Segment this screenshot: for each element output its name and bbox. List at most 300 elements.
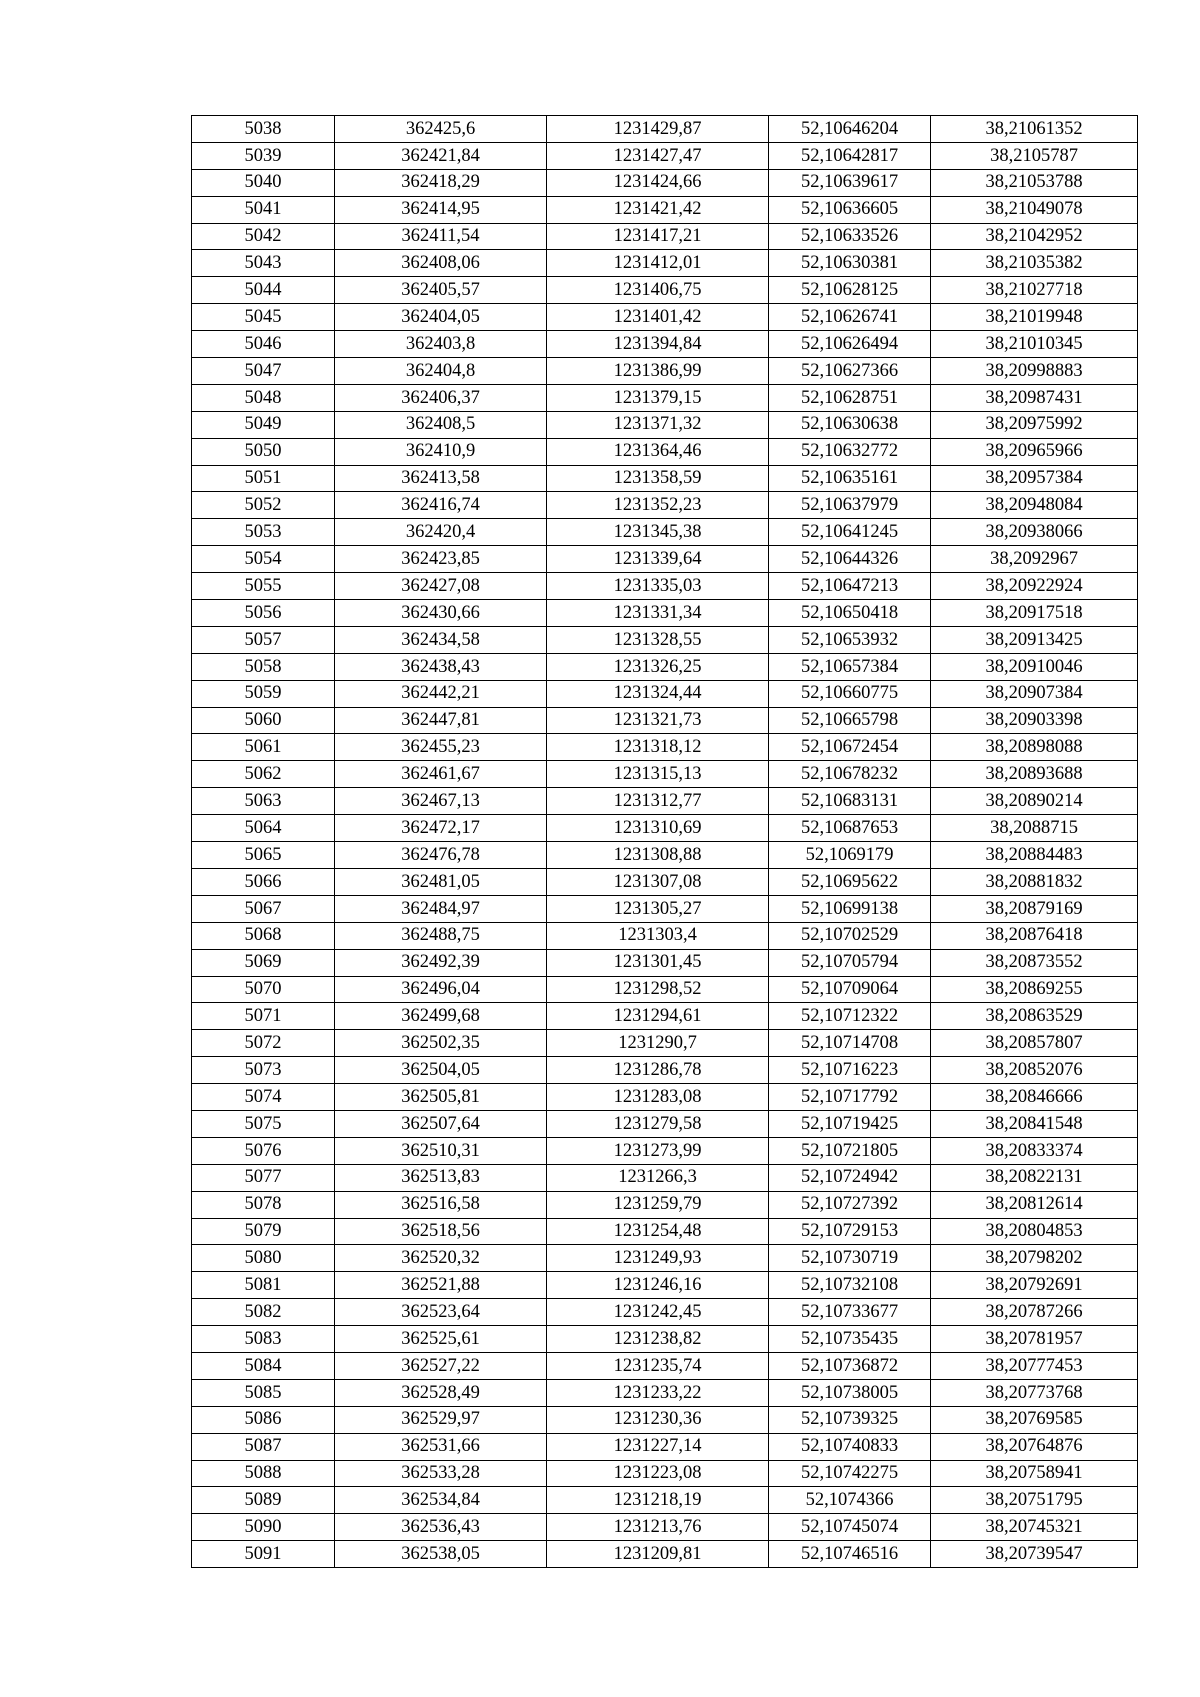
latitude-cell: 52,10736872 <box>769 1352 931 1379</box>
x-coordinate-cell: 362505,81 <box>335 1084 547 1111</box>
x-coordinate-cell: 362467,13 <box>335 788 547 815</box>
x-coordinate-cell: 362513,83 <box>335 1164 547 1191</box>
y-coordinate-cell: 1231235,74 <box>547 1352 769 1379</box>
x-coordinate-cell: 362442,21 <box>335 680 547 707</box>
table-row <box>192 842 1138 869</box>
longitude-cell: 38,20798202 <box>931 1245 1138 1272</box>
y-coordinate-cell: 1231321,73 <box>547 707 769 734</box>
longitude-cell: 38,20745321 <box>931 1514 1138 1541</box>
x-coordinate-cell: 362518,56 <box>335 1218 547 1245</box>
x-coordinate-cell: 362404,8 <box>335 358 547 385</box>
point-number-cell: 5050 <box>192 438 335 465</box>
latitude-cell: 52,10632772 <box>769 438 931 465</box>
latitude-cell: 52,10635161 <box>769 465 931 492</box>
y-coordinate-cell: 1231266,3 <box>547 1164 769 1191</box>
point-number-cell: 5058 <box>192 653 335 680</box>
point-number-cell: 5044 <box>192 277 335 304</box>
y-coordinate-cell: 1231209,81 <box>547 1541 769 1568</box>
y-coordinate-cell: 1231328,55 <box>547 626 769 653</box>
point-number-cell: 5065 <box>192 842 335 869</box>
latitude-cell: 52,10717792 <box>769 1084 931 1111</box>
y-coordinate-cell: 1231230,36 <box>547 1406 769 1433</box>
x-coordinate-cell: 362516,58 <box>335 1191 547 1218</box>
point-number-cell: 5060 <box>192 707 335 734</box>
table-row <box>192 142 1138 169</box>
longitude-cell: 38,20804853 <box>931 1218 1138 1245</box>
longitude-cell: 38,20907384 <box>931 680 1138 707</box>
longitude-cell: 38,20758941 <box>931 1460 1138 1487</box>
point-number-cell: 5067 <box>192 895 335 922</box>
table-row <box>192 250 1138 277</box>
latitude-cell: 52,10712322 <box>769 1003 931 1030</box>
y-coordinate-cell: 1231259,79 <box>547 1191 769 1218</box>
point-number-cell: 5059 <box>192 680 335 707</box>
x-coordinate-cell: 362408,06 <box>335 250 547 277</box>
x-coordinate-cell: 362492,39 <box>335 949 547 976</box>
latitude-cell: 52,10639617 <box>769 169 931 196</box>
y-coordinate-cell: 1231283,08 <box>547 1084 769 1111</box>
point-number-cell: 5066 <box>192 868 335 895</box>
longitude-cell: 38,20998883 <box>931 358 1138 385</box>
point-number-cell: 5063 <box>192 788 335 815</box>
x-coordinate-cell: 362525,61 <box>335 1326 547 1353</box>
x-coordinate-cell: 362425,6 <box>335 116 547 143</box>
y-coordinate-cell: 1231324,44 <box>547 680 769 707</box>
table-row <box>192 1352 1138 1379</box>
longitude-cell: 38,20910046 <box>931 653 1138 680</box>
point-number-cell: 5086 <box>192 1406 335 1433</box>
longitude-cell: 38,21042952 <box>931 223 1138 250</box>
table-row <box>192 815 1138 842</box>
y-coordinate-cell: 1231290,7 <box>547 1030 769 1057</box>
latitude-cell: 52,10740833 <box>769 1433 931 1460</box>
y-coordinate-cell: 1231294,61 <box>547 1003 769 1030</box>
x-coordinate-cell: 362528,49 <box>335 1379 547 1406</box>
table-row <box>192 331 1138 358</box>
table-row <box>192 1164 1138 1191</box>
latitude-cell: 52,10630381 <box>769 250 931 277</box>
x-coordinate-cell: 362418,29 <box>335 169 547 196</box>
y-coordinate-cell: 1231326,25 <box>547 653 769 680</box>
y-coordinate-cell: 1231335,03 <box>547 573 769 600</box>
longitude-cell: 38,20922924 <box>931 573 1138 600</box>
point-number-cell: 5068 <box>192 922 335 949</box>
latitude-cell: 52,10641245 <box>769 519 931 546</box>
y-coordinate-cell: 1231339,64 <box>547 546 769 573</box>
point-number-cell: 5054 <box>192 546 335 573</box>
y-coordinate-cell: 1231371,32 <box>547 411 769 438</box>
point-number-cell: 5046 <box>192 331 335 358</box>
x-coordinate-cell: 362504,05 <box>335 1057 547 1084</box>
longitude-cell: 38,20812614 <box>931 1191 1138 1218</box>
table-row <box>192 1003 1138 1030</box>
longitude-cell: 38,20869255 <box>931 976 1138 1003</box>
point-number-cell: 5079 <box>192 1218 335 1245</box>
table-row <box>192 868 1138 895</box>
x-coordinate-cell: 362484,97 <box>335 895 547 922</box>
longitude-cell: 38,2088715 <box>931 815 1138 842</box>
x-coordinate-cell: 362408,5 <box>335 411 547 438</box>
x-coordinate-cell: 362472,17 <box>335 815 547 842</box>
point-number-cell: 5039 <box>192 142 335 169</box>
longitude-cell: 38,20975992 <box>931 411 1138 438</box>
point-number-cell: 5070 <box>192 976 335 1003</box>
latitude-cell: 52,10709064 <box>769 976 931 1003</box>
latitude-cell: 52,10678232 <box>769 761 931 788</box>
y-coordinate-cell: 1231394,84 <box>547 331 769 358</box>
longitude-cell: 38,21035382 <box>931 250 1138 277</box>
table-row <box>192 1137 1138 1164</box>
latitude-cell: 52,10650418 <box>769 600 931 627</box>
y-coordinate-cell: 1231223,08 <box>547 1460 769 1487</box>
point-number-cell: 5085 <box>192 1379 335 1406</box>
table-row <box>192 788 1138 815</box>
point-number-cell: 5040 <box>192 169 335 196</box>
y-coordinate-cell: 1231307,08 <box>547 868 769 895</box>
y-coordinate-cell: 1231279,58 <box>547 1110 769 1137</box>
table-row <box>192 1272 1138 1299</box>
coordinates-table <box>191 115 1138 1568</box>
latitude-cell: 52,10647213 <box>769 573 931 600</box>
table-row <box>192 626 1138 653</box>
longitude-cell: 38,20773768 <box>931 1379 1138 1406</box>
point-number-cell: 5069 <box>192 949 335 976</box>
y-coordinate-cell: 1231227,14 <box>547 1433 769 1460</box>
point-number-cell: 5061 <box>192 734 335 761</box>
table-row <box>192 1460 1138 1487</box>
point-number-cell: 5087 <box>192 1433 335 1460</box>
table-row <box>192 1406 1138 1433</box>
longitude-cell: 38,20833374 <box>931 1137 1138 1164</box>
x-coordinate-cell: 362438,43 <box>335 653 547 680</box>
x-coordinate-cell: 362523,64 <box>335 1299 547 1326</box>
y-coordinate-cell: 1231386,99 <box>547 358 769 385</box>
x-coordinate-cell: 362411,54 <box>335 223 547 250</box>
longitude-cell: 38,21061352 <box>931 116 1138 143</box>
table-row <box>192 761 1138 788</box>
longitude-cell: 38,21053788 <box>931 169 1138 196</box>
point-number-cell: 5041 <box>192 196 335 223</box>
longitude-cell: 38,20965966 <box>931 438 1138 465</box>
latitude-cell: 52,10637979 <box>769 492 931 519</box>
y-coordinate-cell: 1231412,01 <box>547 250 769 277</box>
x-coordinate-cell: 362410,9 <box>335 438 547 465</box>
y-coordinate-cell: 1231303,4 <box>547 922 769 949</box>
latitude-cell: 52,10724942 <box>769 1164 931 1191</box>
latitude-cell: 52,10687653 <box>769 815 931 842</box>
table-row <box>192 1379 1138 1406</box>
y-coordinate-cell: 1231429,87 <box>547 116 769 143</box>
latitude-cell: 52,10745074 <box>769 1514 931 1541</box>
longitude-cell: 38,20739547 <box>931 1541 1138 1568</box>
latitude-cell: 52,10699138 <box>769 895 931 922</box>
x-coordinate-cell: 362421,84 <box>335 142 547 169</box>
latitude-cell: 52,10716223 <box>769 1057 931 1084</box>
x-coordinate-cell: 362447,81 <box>335 707 547 734</box>
table-row <box>192 680 1138 707</box>
latitude-cell: 52,10660775 <box>769 680 931 707</box>
table-row <box>192 519 1138 546</box>
table-row <box>192 734 1138 761</box>
latitude-cell: 52,10732108 <box>769 1272 931 1299</box>
table-row <box>192 600 1138 627</box>
longitude-cell: 38,20938066 <box>931 519 1138 546</box>
x-coordinate-cell: 362496,04 <box>335 976 547 1003</box>
x-coordinate-cell: 362434,58 <box>335 626 547 653</box>
point-number-cell: 5053 <box>192 519 335 546</box>
longitude-cell: 38,21010345 <box>931 331 1138 358</box>
point-number-cell: 5048 <box>192 384 335 411</box>
point-number-cell: 5084 <box>192 1352 335 1379</box>
x-coordinate-cell: 362404,05 <box>335 304 547 331</box>
longitude-cell: 38,20893688 <box>931 761 1138 788</box>
y-coordinate-cell: 1231318,12 <box>547 734 769 761</box>
point-number-cell: 5052 <box>192 492 335 519</box>
table-row <box>192 1057 1138 1084</box>
table-row <box>192 1218 1138 1245</box>
table-row <box>192 1084 1138 1111</box>
x-coordinate-cell: 362533,28 <box>335 1460 547 1487</box>
longitude-cell: 38,20957384 <box>931 465 1138 492</box>
x-coordinate-cell: 362481,05 <box>335 868 547 895</box>
table-row <box>192 1326 1138 1353</box>
point-number-cell: 5088 <box>192 1460 335 1487</box>
table-row <box>192 223 1138 250</box>
x-coordinate-cell: 362510,31 <box>335 1137 547 1164</box>
table-row <box>192 384 1138 411</box>
y-coordinate-cell: 1231421,42 <box>547 196 769 223</box>
longitude-cell: 38,20903398 <box>931 707 1138 734</box>
point-number-cell: 5045 <box>192 304 335 331</box>
point-number-cell: 5042 <box>192 223 335 250</box>
table-row <box>192 196 1138 223</box>
latitude-cell: 52,10705794 <box>769 949 931 976</box>
table-row <box>192 116 1138 143</box>
table-row <box>192 304 1138 331</box>
table-row <box>192 438 1138 465</box>
x-coordinate-cell: 362414,95 <box>335 196 547 223</box>
y-coordinate-cell: 1231233,22 <box>547 1379 769 1406</box>
latitude-cell: 52,10665798 <box>769 707 931 734</box>
latitude-cell: 52,10683131 <box>769 788 931 815</box>
longitude-cell: 38,20898088 <box>931 734 1138 761</box>
table-row <box>192 1110 1138 1137</box>
table-row <box>192 976 1138 1003</box>
point-number-cell: 5064 <box>192 815 335 842</box>
point-number-cell: 5076 <box>192 1137 335 1164</box>
latitude-cell: 52,10644326 <box>769 546 931 573</box>
table-row <box>192 573 1138 600</box>
point-number-cell: 5072 <box>192 1030 335 1057</box>
y-coordinate-cell: 1231310,69 <box>547 815 769 842</box>
point-number-cell: 5055 <box>192 573 335 600</box>
point-number-cell: 5081 <box>192 1272 335 1299</box>
x-coordinate-cell: 362488,75 <box>335 922 547 949</box>
table-row <box>192 465 1138 492</box>
y-coordinate-cell: 1231249,93 <box>547 1245 769 1272</box>
longitude-cell: 38,20917518 <box>931 600 1138 627</box>
table-row <box>192 1299 1138 1326</box>
longitude-cell: 38,20777453 <box>931 1352 1138 1379</box>
longitude-cell: 38,20822131 <box>931 1164 1138 1191</box>
latitude-cell: 52,10628751 <box>769 384 931 411</box>
latitude-cell: 52,10746516 <box>769 1541 931 1568</box>
table-row <box>192 1191 1138 1218</box>
table-row <box>192 895 1138 922</box>
y-coordinate-cell: 1231218,19 <box>547 1487 769 1514</box>
x-coordinate-cell: 362529,97 <box>335 1406 547 1433</box>
point-number-cell: 5083 <box>192 1326 335 1353</box>
latitude-cell: 52,10738005 <box>769 1379 931 1406</box>
x-coordinate-cell: 362420,4 <box>335 519 547 546</box>
latitude-cell: 52,10739325 <box>769 1406 931 1433</box>
table-row <box>192 1541 1138 1568</box>
x-coordinate-cell: 362423,85 <box>335 546 547 573</box>
y-coordinate-cell: 1231424,66 <box>547 169 769 196</box>
y-coordinate-cell: 1231273,99 <box>547 1137 769 1164</box>
longitude-cell: 38,21027718 <box>931 277 1138 304</box>
longitude-cell: 38,20873552 <box>931 949 1138 976</box>
x-coordinate-cell: 362531,66 <box>335 1433 547 1460</box>
x-coordinate-cell: 362403,8 <box>335 331 547 358</box>
x-coordinate-cell: 362476,78 <box>335 842 547 869</box>
x-coordinate-cell: 362405,57 <box>335 277 547 304</box>
latitude-cell: 52,10730719 <box>769 1245 931 1272</box>
latitude-cell: 52,10642817 <box>769 142 931 169</box>
y-coordinate-cell: 1231358,59 <box>547 465 769 492</box>
y-coordinate-cell: 1231242,45 <box>547 1299 769 1326</box>
x-coordinate-cell: 362538,05 <box>335 1541 547 1568</box>
point-number-cell: 5049 <box>192 411 335 438</box>
latitude-cell: 52,10702529 <box>769 922 931 949</box>
x-coordinate-cell: 362536,43 <box>335 1514 547 1541</box>
longitude-cell: 38,20769585 <box>931 1406 1138 1433</box>
y-coordinate-cell: 1231331,34 <box>547 600 769 627</box>
latitude-cell: 52,10646204 <box>769 116 931 143</box>
y-coordinate-cell: 1231352,23 <box>547 492 769 519</box>
point-number-cell: 5051 <box>192 465 335 492</box>
table-row <box>192 1245 1138 1272</box>
table-row <box>192 546 1138 573</box>
latitude-cell: 52,10672454 <box>769 734 931 761</box>
longitude-cell: 38,21049078 <box>931 196 1138 223</box>
table-row <box>192 358 1138 385</box>
x-coordinate-cell: 362499,68 <box>335 1003 547 1030</box>
table-row <box>192 653 1138 680</box>
table-row <box>192 169 1138 196</box>
longitude-cell: 38,20787266 <box>931 1299 1138 1326</box>
longitude-cell: 38,20879169 <box>931 895 1138 922</box>
x-coordinate-cell: 362416,74 <box>335 492 547 519</box>
latitude-cell: 52,10633526 <box>769 223 931 250</box>
x-coordinate-cell: 362461,67 <box>335 761 547 788</box>
x-coordinate-cell: 362527,22 <box>335 1352 547 1379</box>
latitude-cell: 52,10627366 <box>769 358 931 385</box>
x-coordinate-cell: 362502,35 <box>335 1030 547 1057</box>
latitude-cell: 52,10735435 <box>769 1326 931 1353</box>
y-coordinate-cell: 1231315,13 <box>547 761 769 788</box>
longitude-cell: 38,20881832 <box>931 868 1138 895</box>
point-number-cell: 5043 <box>192 250 335 277</box>
y-coordinate-cell: 1231301,45 <box>547 949 769 976</box>
longitude-cell: 38,20781957 <box>931 1326 1138 1353</box>
longitude-cell: 38,20852076 <box>931 1057 1138 1084</box>
table-row <box>192 1433 1138 1460</box>
x-coordinate-cell: 362427,08 <box>335 573 547 600</box>
y-coordinate-cell: 1231254,48 <box>547 1218 769 1245</box>
table-row <box>192 707 1138 734</box>
point-number-cell: 5080 <box>192 1245 335 1272</box>
longitude-cell: 38,20841548 <box>931 1110 1138 1137</box>
latitude-cell: 52,10733677 <box>769 1299 931 1326</box>
point-number-cell: 5089 <box>192 1487 335 1514</box>
y-coordinate-cell: 1231286,78 <box>547 1057 769 1084</box>
x-coordinate-cell: 362521,88 <box>335 1272 547 1299</box>
point-number-cell: 5057 <box>192 626 335 653</box>
point-number-cell: 5082 <box>192 1299 335 1326</box>
latitude-cell: 52,1074366 <box>769 1487 931 1514</box>
latitude-cell: 52,10721805 <box>769 1137 931 1164</box>
longitude-cell: 38,20987431 <box>931 384 1138 411</box>
longitude-cell: 38,20884483 <box>931 842 1138 869</box>
point-number-cell: 5047 <box>192 358 335 385</box>
longitude-cell: 38,20792691 <box>931 1272 1138 1299</box>
latitude-cell: 52,10626494 <box>769 331 931 358</box>
coordinates-table-body <box>192 116 1138 1568</box>
latitude-cell: 52,1069179 <box>769 842 931 869</box>
point-number-cell: 5077 <box>192 1164 335 1191</box>
longitude-cell: 38,20890214 <box>931 788 1138 815</box>
table-row <box>192 1514 1138 1541</box>
point-number-cell: 5038 <box>192 116 335 143</box>
latitude-cell: 52,10636605 <box>769 196 931 223</box>
point-number-cell: 5071 <box>192 1003 335 1030</box>
y-coordinate-cell: 1231345,38 <box>547 519 769 546</box>
latitude-cell: 52,10626741 <box>769 304 931 331</box>
latitude-cell: 52,10727392 <box>769 1191 931 1218</box>
latitude-cell: 52,10714708 <box>769 1030 931 1057</box>
x-coordinate-cell: 362507,64 <box>335 1110 547 1137</box>
latitude-cell: 52,10729153 <box>769 1218 931 1245</box>
longitude-cell: 38,20764876 <box>931 1433 1138 1460</box>
latitude-cell: 52,10719425 <box>769 1110 931 1137</box>
y-coordinate-cell: 1231379,15 <box>547 384 769 411</box>
y-coordinate-cell: 1231305,27 <box>547 895 769 922</box>
y-coordinate-cell: 1231364,46 <box>547 438 769 465</box>
y-coordinate-cell: 1231312,77 <box>547 788 769 815</box>
x-coordinate-cell: 362534,84 <box>335 1487 547 1514</box>
longitude-cell: 38,20913425 <box>931 626 1138 653</box>
longitude-cell: 38,2105787 <box>931 142 1138 169</box>
point-number-cell: 5078 <box>192 1191 335 1218</box>
longitude-cell: 38,2092967 <box>931 546 1138 573</box>
y-coordinate-cell: 1231246,16 <box>547 1272 769 1299</box>
point-number-cell: 5062 <box>192 761 335 788</box>
y-coordinate-cell: 1231401,42 <box>547 304 769 331</box>
y-coordinate-cell: 1231427,47 <box>547 142 769 169</box>
table-row <box>192 922 1138 949</box>
longitude-cell: 38,20846666 <box>931 1084 1138 1111</box>
longitude-cell: 38,20751795 <box>931 1487 1138 1514</box>
table-row <box>192 492 1138 519</box>
longitude-cell: 38,20857807 <box>931 1030 1138 1057</box>
latitude-cell: 52,10630638 <box>769 411 931 438</box>
y-coordinate-cell: 1231308,88 <box>547 842 769 869</box>
y-coordinate-cell: 1231213,76 <box>547 1514 769 1541</box>
y-coordinate-cell: 1231298,52 <box>547 976 769 1003</box>
point-number-cell: 5073 <box>192 1057 335 1084</box>
table-row <box>192 277 1138 304</box>
